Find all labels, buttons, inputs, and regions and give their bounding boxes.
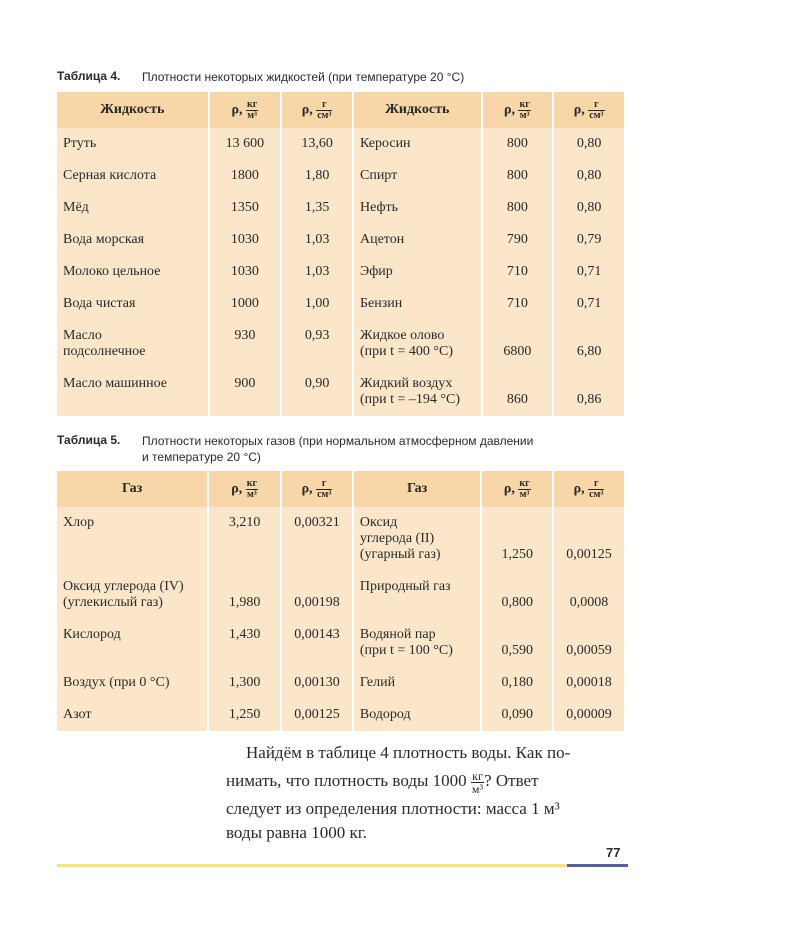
cell-g: 1,00 bbox=[282, 288, 352, 320]
cell-kg: 3,210 bbox=[209, 507, 280, 571]
cell-g: 6,80 bbox=[554, 320, 624, 368]
table-row bbox=[57, 667, 624, 699]
cell-kg: 1000 bbox=[210, 288, 281, 320]
table-row bbox=[57, 256, 624, 288]
cell-g: 0,00009 bbox=[554, 699, 624, 731]
cell-kg: 860 bbox=[483, 368, 553, 416]
cell-g: 0,00143 bbox=[282, 619, 352, 667]
cell-kg: 0,180 bbox=[482, 667, 552, 699]
cell-name: Масло машинное bbox=[57, 368, 208, 416]
cell-name: Жидкий воздух (при t = –194 °С) bbox=[354, 368, 481, 416]
cell-kg: 710 bbox=[483, 288, 553, 320]
table4-title: Плотности некоторых жидкостей (при температуре 20 °С) bbox=[142, 70, 465, 84]
body-paragraph bbox=[226, 741, 628, 845]
cell-g: 1,35 bbox=[282, 192, 352, 224]
cell-kg: 1,430 bbox=[209, 619, 280, 667]
table-row bbox=[57, 224, 624, 256]
header-density-g: ρ, $\frac{г}{\text{см³}}$ bbox=[282, 471, 352, 507]
cell-kg: 800 bbox=[483, 192, 553, 224]
cell-kg: 13 600 bbox=[210, 128, 281, 160]
cell-kg: 1,980 bbox=[209, 571, 280, 619]
cell-g: 13,60 bbox=[282, 128, 352, 160]
table5-header-row bbox=[57, 471, 624, 507]
cell-g: 0,00125 bbox=[554, 507, 624, 571]
paragraph-line: воды равна 1000 кг. bbox=[226, 823, 368, 842]
table-row bbox=[57, 571, 624, 619]
table5-gases bbox=[55, 471, 626, 731]
cell-kg: 1,250 bbox=[482, 507, 552, 571]
cell-name: Природный газ bbox=[354, 571, 481, 619]
footer-rule-yellow bbox=[57, 864, 567, 867]
cell-kg: 0,090 bbox=[482, 699, 552, 731]
table-row bbox=[57, 368, 624, 416]
header-substance: Газ bbox=[57, 471, 207, 507]
page-number: 77 bbox=[606, 845, 621, 860]
cell-name: Воздух (при 0 °С) bbox=[57, 667, 207, 699]
cell-g: 0,00130 bbox=[282, 667, 352, 699]
cell-name: Нефть bbox=[354, 192, 481, 224]
cell-name: Кислород bbox=[57, 619, 207, 667]
cell-g: 1,03 bbox=[282, 256, 352, 288]
table-row bbox=[57, 288, 624, 320]
cell-name: Молоко цельное bbox=[57, 256, 208, 288]
header-density-kg: ρ, $\frac{кг}{\text{м³}}$ bbox=[210, 92, 281, 128]
cell-g: 0,71 bbox=[554, 288, 624, 320]
cell-g: 0,90 bbox=[282, 368, 352, 416]
table-row bbox=[57, 320, 624, 368]
table4-liquids bbox=[55, 92, 626, 416]
header-substance: Жидкость bbox=[57, 92, 208, 128]
cell-name: Бензин bbox=[354, 288, 481, 320]
cell-g: 0,80 bbox=[554, 160, 624, 192]
cell-kg: 710 bbox=[483, 256, 553, 288]
paragraph-line: Найдём в таблице 4 плотность воды. Как по- bbox=[246, 743, 571, 762]
cell-name: Водород bbox=[354, 699, 481, 731]
cell-g: 0,00198 bbox=[282, 571, 352, 619]
cell-name: Хлор bbox=[57, 507, 207, 571]
cell-kg: 1030 bbox=[210, 224, 281, 256]
cell-name: Мёд bbox=[57, 192, 208, 224]
table4-label: Таблица 4. bbox=[57, 69, 121, 83]
table-row bbox=[57, 192, 624, 224]
header-density-g: ρ, $\frac{г}{\text{см³}}$ bbox=[554, 471, 624, 507]
cell-name: Ртуть bbox=[57, 128, 208, 160]
cell-g: 0,86 bbox=[554, 368, 624, 416]
cell-kg: 1,300 bbox=[209, 667, 280, 699]
cell-g: 0,0008 bbox=[554, 571, 624, 619]
paragraph-line: нимать, что плотность воды 1000 $\frac{кг}{\text{м³}}$ ? Ответ bbox=[226, 768, 539, 796]
header-density-kg: ρ, $\frac{кг}{\text{м³}}$ bbox=[483, 92, 553, 128]
cell-g: 0,00321 bbox=[282, 507, 352, 571]
paragraph-line: следует из определения плотности: масса 1 м³ bbox=[226, 799, 560, 818]
table4-caption bbox=[57, 69, 464, 85]
cell-kg: 790 bbox=[483, 224, 553, 256]
cell-name: Эфир bbox=[354, 256, 481, 288]
cell-name: Водяной пар (при t = 100 °С) bbox=[354, 619, 481, 667]
cell-name: Керосин bbox=[354, 128, 481, 160]
header-density-kg: ρ, $\frac{кг}{\text{м³}}$ bbox=[209, 471, 280, 507]
footer-rule-blue bbox=[567, 864, 628, 867]
cell-g: 0,80 bbox=[554, 128, 624, 160]
cell-kg: 1030 bbox=[210, 256, 281, 288]
table-row bbox=[57, 699, 624, 731]
cell-name: Вода морская bbox=[57, 224, 208, 256]
cell-name: Азот bbox=[57, 699, 207, 731]
cell-kg: 800 bbox=[483, 160, 553, 192]
cell-name: Оксид углерода (IV) (углекислый газ) bbox=[57, 571, 207, 619]
header-substance: Жидкость bbox=[354, 92, 481, 128]
cell-kg: 1,250 bbox=[209, 699, 280, 731]
cell-kg: 800 bbox=[483, 128, 553, 160]
cell-kg: 0,590 bbox=[482, 619, 552, 667]
cell-kg: 1800 bbox=[210, 160, 281, 192]
cell-kg: 930 bbox=[210, 320, 281, 368]
table-row bbox=[57, 619, 624, 667]
cell-g: 0,80 bbox=[554, 192, 624, 224]
cell-name: Оксид углерода (II) (угарный газ) bbox=[354, 507, 481, 571]
table5-title: Плотности некоторых газов (при нормальном атмосферном давлении и температуре 20 °С) bbox=[142, 434, 534, 464]
cell-kg: 6800 bbox=[483, 320, 553, 368]
cell-name: Масло подсолнечное bbox=[57, 320, 208, 368]
cell-name: Спирт bbox=[354, 160, 481, 192]
cell-g: 0,79 bbox=[554, 224, 624, 256]
cell-kg: 1350 bbox=[210, 192, 281, 224]
cell-name: Гелий bbox=[354, 667, 481, 699]
header-density-kg: ρ, $\frac{кг}{\text{м³}}$ bbox=[482, 471, 552, 507]
cell-g: 0,00059 bbox=[554, 619, 624, 667]
cell-g: 0,71 bbox=[554, 256, 624, 288]
cell-name: Серная кислота bbox=[57, 160, 208, 192]
table-row bbox=[57, 128, 624, 160]
header-density-g: ρ, $\frac{г}{\text{см³}}$ bbox=[282, 92, 352, 128]
cell-kg: 900 bbox=[210, 368, 281, 416]
header-substance: Газ bbox=[354, 471, 481, 507]
table5-caption bbox=[57, 433, 533, 465]
cell-name: Жидкое олово (при t = 400 °С) bbox=[354, 320, 481, 368]
table4-header-row bbox=[57, 92, 624, 128]
cell-name: Ацетон bbox=[354, 224, 481, 256]
cell-g: 1,80 bbox=[282, 160, 352, 192]
table-row bbox=[57, 160, 624, 192]
cell-g: 1,03 bbox=[282, 224, 352, 256]
table5-label: Таблица 5. bbox=[57, 433, 121, 447]
cell-name: Вода чистая bbox=[57, 288, 208, 320]
header-density-g: ρ, $\frac{г}{\text{см³}}$ bbox=[554, 92, 624, 128]
table-row bbox=[57, 507, 624, 571]
cell-kg: 0,800 bbox=[482, 571, 552, 619]
cell-g: 0,93 bbox=[282, 320, 352, 368]
cell-g: 0,00125 bbox=[282, 699, 352, 731]
cell-g: 0,00018 bbox=[554, 667, 624, 699]
